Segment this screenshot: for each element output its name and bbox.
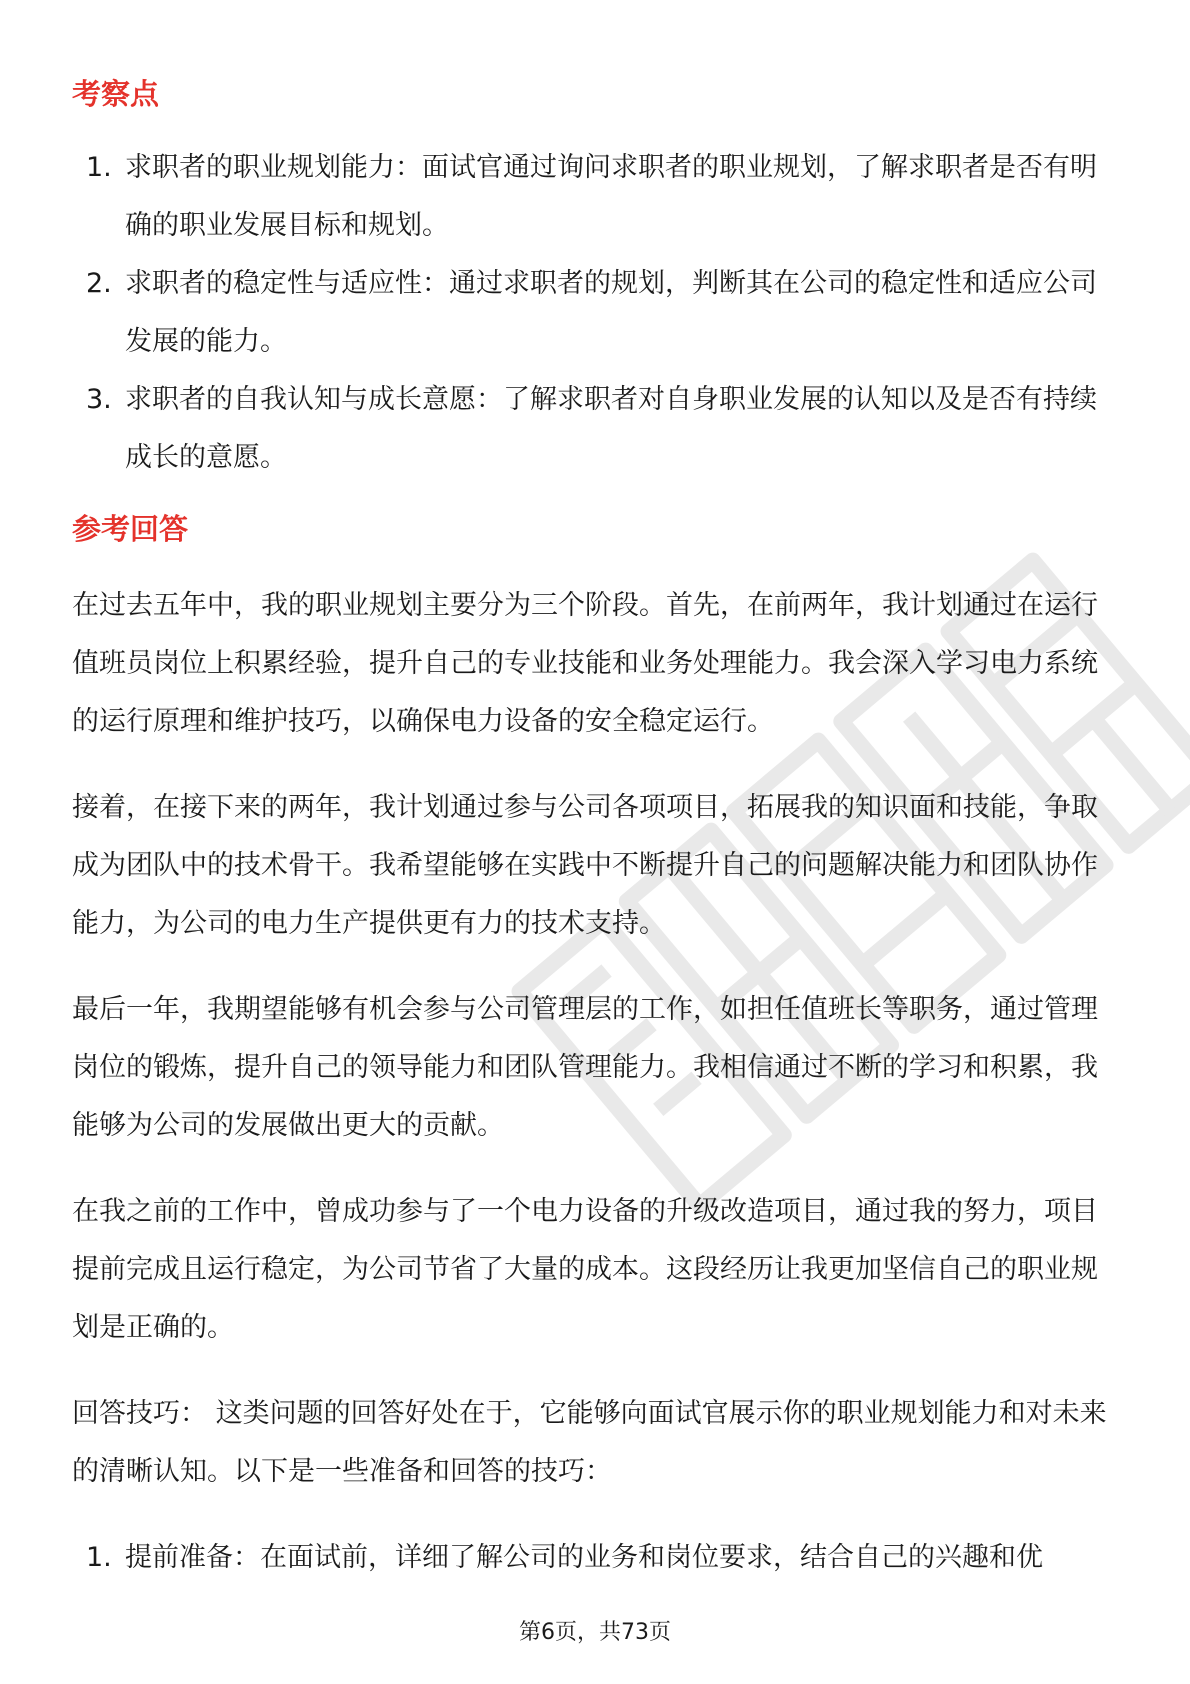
list-item-number: 2. [86, 268, 112, 299]
list-item [72, 371, 1122, 487]
list-item-number: 1. [86, 1542, 112, 1573]
page-footer: 第6页，共73页 [519, 1620, 671, 1645]
answer-tips-paragraph: 回答技巧： 这类问题的回答好处在于，它能够向面试官展示你的职业规划能力和对未来的清晰认知。以下是一些准备和回答的技巧： [72, 1398, 1107, 1487]
section-title-answer: 参考回答 [72, 512, 189, 546]
tips-list [72, 1529, 1122, 1587]
document-page [72, 68, 1122, 1587]
list-item [72, 255, 1122, 371]
paragraph: 在过去五年中，我的职业规划主要分为三个阶段。首先，在前两年，我计划通过在运行值班员岗位上积累经验，提升自己的专业技能和业务处理能力。我会深入学习电力系统的运行原理和维护技巧，以确保电力设备的安全稳定运行。 [72, 590, 1098, 737]
list-item [72, 139, 1122, 255]
list-item-text: 求职者的自我认知与成长意愿：了解求职者对自身职业发展的认知以及是否有持续成长的意愿。 [125, 384, 1097, 473]
list-item [72, 1529, 1122, 1587]
points-list [72, 139, 1122, 487]
paragraph: 在我之前的工作中，曾成功参与了一个电力设备的升级改造项目，通过我的努力，项目提前完成且运行稳定，为公司节省了大量的成本。这段经历让我更加坚信自己的职业规划是正确的。 [72, 1196, 1098, 1343]
list-item-text: 求职者的职业规划能力：面试官通过询问求职者的职业规划，了解求职者是否有明确的职业发展目标和规划。 [125, 152, 1097, 241]
list-item-text: 求职者的稳定性与适应性：通过求职者的规划，判断其在公司的稳定性和适应公司发展的能力。 [125, 268, 1097, 357]
list-item-number: 1. [86, 152, 112, 183]
list-item-text: 提前准备：在面试前，详细了解公司的业务和岗位要求，结合自己的兴趣和优 [125, 1542, 1043, 1573]
list-item-number: 3. [86, 384, 112, 415]
section-title-points: 考察点 [72, 77, 160, 111]
paragraph: 接着，在接下来的两年，我计划通过参与公司各项项目，拓展我的知识面和技能，争取成为团队中的技术骨干。我希望能够在实践中不断提升自己的问题解决能力和团队协作能力，为公司的电力生产提供更有力的技术支持。 [72, 792, 1098, 939]
paragraph: 最后一年，我期望能够有机会参与公司管理层的工作，如担任值班长等职务，通过管理岗位的锻炼，提升自己的领导能力和团队管理能力。我相信通过不断的学习和积累，我能够为公司的发展做出更大的贡献。 [72, 994, 1098, 1141]
